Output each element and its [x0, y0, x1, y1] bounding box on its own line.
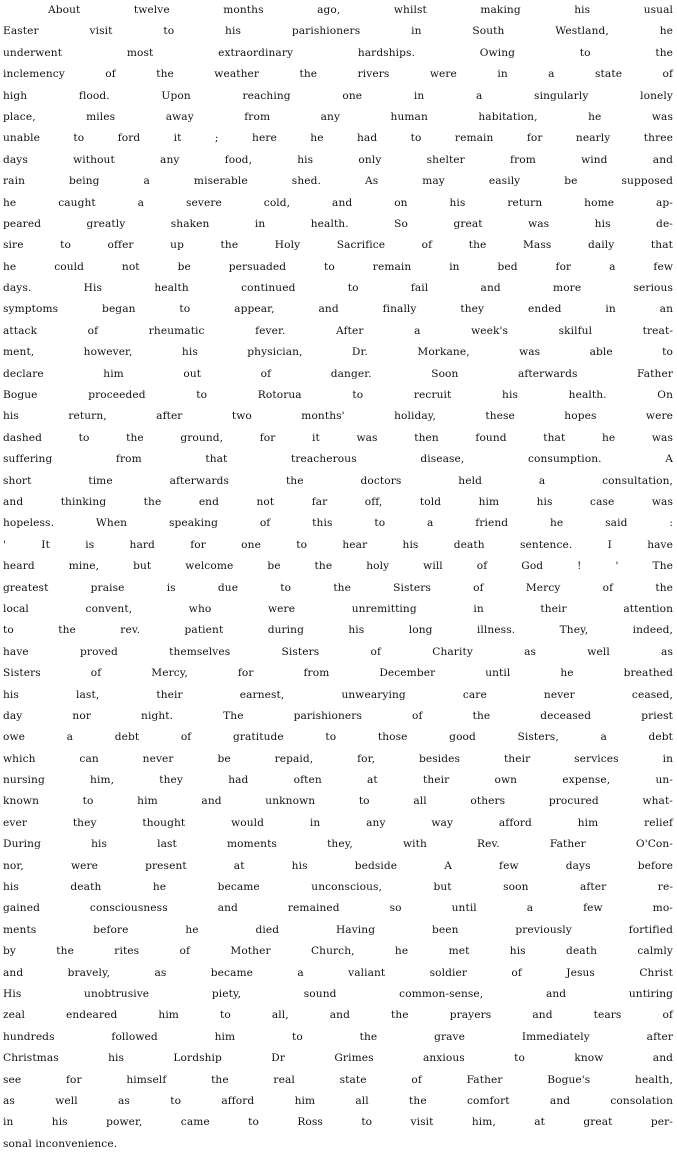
- text-line: underwent most extraordinary hardships. Owing to the: [3, 46, 673, 59]
- text-line: attack of rheumatic fever. After a week's skilful treat-: [3, 324, 673, 337]
- text-line: his return, after two months' holiday, these hopes were: [3, 410, 673, 423]
- text-line: ever they thought would in any way afford him relief: [3, 816, 673, 829]
- text-line: dashed to the ground, for it was then found that he was: [3, 431, 673, 444]
- text-line: Bogue proceeded to Rotorua to recruit his health. On: [3, 389, 673, 402]
- text-line: see for himself the real state of Father Bogue's health,: [3, 1073, 673, 1086]
- text-line: his death he became unconscious, but soon after re-: [3, 881, 673, 894]
- text-line: his last, their earnest, unwearying care never ceased,: [3, 688, 673, 701]
- text-line: unable to ford it ; here he had to remain for nearly three: [3, 132, 673, 145]
- text-line: short time afterwards the doctors held a consultation,: [3, 474, 673, 487]
- text-line: peared greatly shaken in health. So great was his de-: [3, 217, 673, 230]
- text-line: About twelve months ago, whilst making his usual: [48, 4, 673, 16]
- text-line: Easter visit to his parishioners in South Westland, he: [3, 25, 673, 38]
- text-line: days without any food, his only shelter from wind and: [3, 153, 673, 166]
- text-line: inclemency of the weather the rivers were in a state of: [3, 68, 673, 81]
- text-line: ments before he died Having been previously fortified: [3, 923, 673, 936]
- text-line: nursing him, they had often at their own expense, un-: [3, 774, 673, 787]
- text-line: in his power, came to Ross to visit him, at great per-: [3, 1116, 673, 1129]
- text-line: and bravely, as became a valiant soldier of Jesus Christ: [3, 966, 673, 979]
- text-line: which can never be repaid, for, besides their services in: [3, 752, 673, 765]
- text-line: day nor night. The parishioners of the deceased priest: [3, 709, 673, 722]
- text-line: high flood. Upon reaching one in a singularly lonely: [3, 89, 673, 102]
- text-line: ment, however, his physician, Dr. Morkane, was able to: [3, 346, 673, 359]
- text-line: hundreds followed him to the grave Immediately after: [3, 1030, 673, 1043]
- text-line: sire to offer up the Holy Sacrifice of the Mass daily that: [3, 239, 673, 252]
- text-line: hopeless. When speaking of this to a friend he said :: [3, 517, 673, 530]
- text-line: greatest praise is due to the Sisters of Mercy of the: [3, 581, 673, 594]
- text-line: heard mine, but welcome be the holy will of God ! ' The: [3, 560, 673, 573]
- text-line: nor, were present at his bedside A few days before: [3, 859, 673, 872]
- text-line: as well as to afford him all the comfort and consolation: [3, 1094, 673, 1107]
- text-line: by the rites of Mother Church, he met his death calmly: [3, 945, 673, 958]
- text-line: to the rev. patient during his long illness. They, indeed,: [3, 624, 673, 637]
- text-line: owe a debt of gratitude to those good Sisters, a debt: [3, 731, 673, 744]
- text-line: suffering from that treacherous disease, consumption. A: [3, 453, 673, 466]
- text-line: he caught a severe cold, and on his return home ap-: [3, 196, 673, 209]
- text-line: rain being a miserable shed. As may easily be supposed: [3, 175, 673, 188]
- text-line: sonal inconvenience.: [3, 1137, 118, 1150]
- text-line: His unobtrusive piety, sound common-sense, and untiring: [3, 987, 673, 1000]
- text-line: and thinking the end not far off, told him his case was: [3, 495, 673, 508]
- text-line: local convent, who were unremitting in their attention: [3, 602, 673, 615]
- text-line: Sisters of Mercy, for from December until he breathed: [3, 667, 673, 680]
- text-line: days. His health continued to fail and more serious: [3, 282, 673, 295]
- text-line: zeal endeared him to all, and the prayers and tears of: [3, 1009, 673, 1022]
- text-line: known to him and unknown to all others procured what-: [3, 795, 673, 808]
- text-line: symptoms began to appear, and finally they ended in an: [3, 303, 673, 316]
- text-line: have proved themselves Sisters of Charity as well as: [3, 645, 673, 658]
- text-line: gained consciousness and remained so until a few mo-: [3, 902, 673, 915]
- text-line: place, miles away from any human habitation, he was: [3, 110, 673, 123]
- text-line: During his last moments they, with Rev. Father O'Con-: [3, 838, 673, 851]
- text-line: Christmas his Lordship Dr Grimes anxious to know and: [3, 1052, 673, 1065]
- text-line: ' It is hard for one to hear his death sentence. I have: [3, 538, 673, 551]
- text-line: he could not be persuaded to remain in bed for a few: [3, 260, 673, 273]
- text-line: declare him out of danger. Soon afterwards Father: [3, 367, 673, 380]
